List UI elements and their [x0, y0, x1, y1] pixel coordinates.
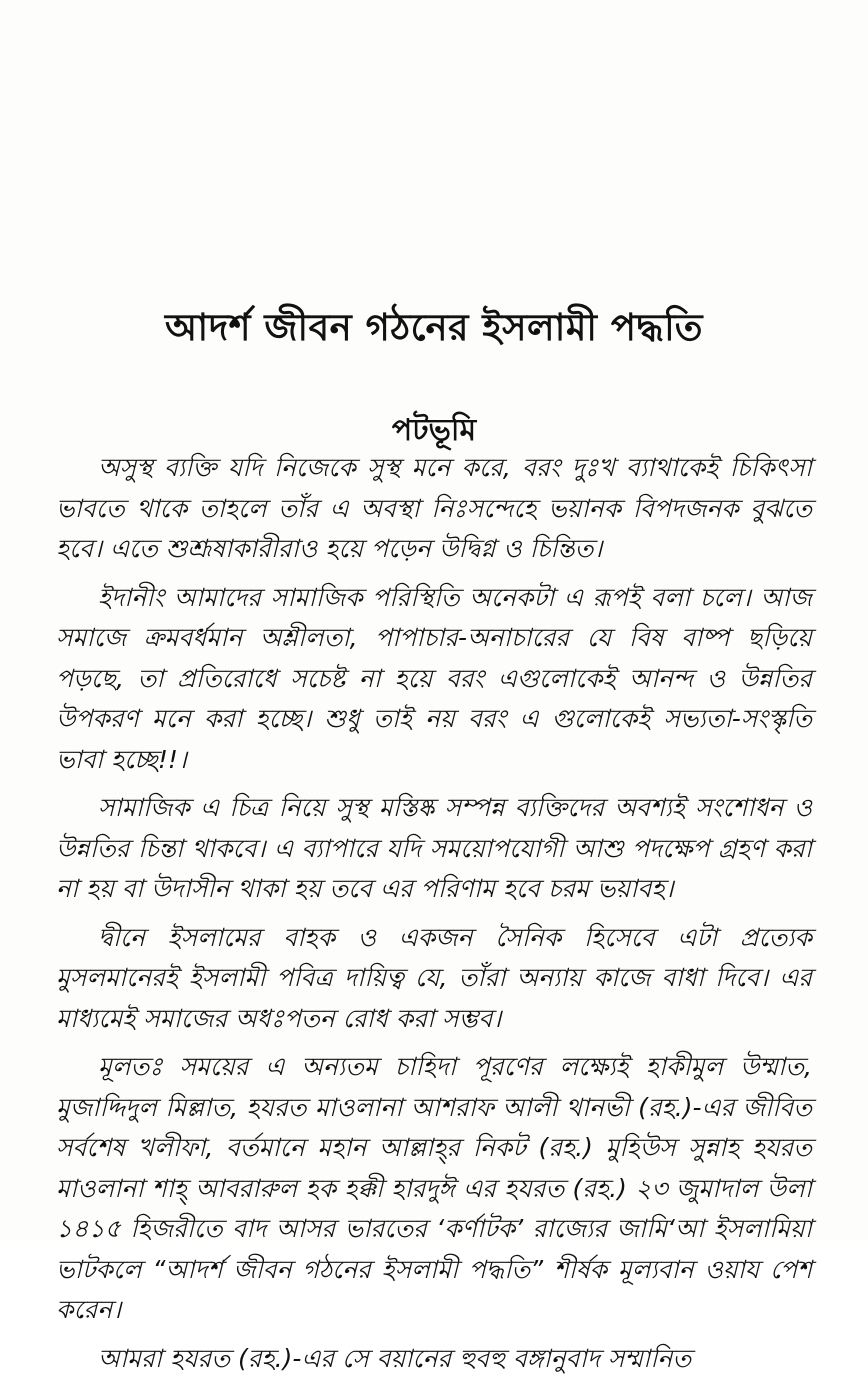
paragraph-5: মূলতঃ সময়ের এ অন্যতম চাহিদা পূরণের লক্ষ্যেই হাকীমুল উম্মাত, মুজাদ্দিদুল মিল্লাত, হযরত মাওলানা আশরাফ আলী থানভী (রহ.)-এর জীবিত সর্বশেষ খলীফা, বর্তমানে মহান আল্লাহ্‌র নিকট (রহ.) মুহিউস সুন্নাহ হযরত মাওলানা শাহ্‌ আবরারুল হক হক্কী হারদুঈ এর হযরত (রহ.) ২৩ জুমাদাল উলা ১৪১৫ হিজরীতে বাদ আসর ভারতের ‘কর্ণাটক’ রাজ্যের জামি‘আ ইসলামিয়া ভাটকলে “আদর্শ জীবন গঠনের ইসলামী পদ্ধতি” শীর্ষক মূল্যবান ওয়ায পেশ করেন।: [56, 1047, 812, 1331]
paragraph-3: সামাজিক এ চিত্র নিয়ে সুস্থ মস্তিষ্ক সম্পন্ন ব্যক্তিদের অবশ্যই সংশোধন ও উন্নতির চিন্তা থাকবে। এ ব্যাপারে যদি সময়োপযোগী আশু পদক্ষেপ গ্রহণ করা না হয় বা উদাসীন থাকা হয় তবে এর পরিণাম হবে চরম ভয়াবহ।: [56, 788, 812, 910]
paragraph-6: আমরা হযরত (রহ.)-এর সে বয়ানের হুবহু বঙ্গানুবাদ সম্মানিত: [56, 1339, 812, 1379]
paragraph-4: দ্বীনে ইসলামের বাহক ও একজন সৈনিক হিসেবে এটা প্রত্যেক মুসলমানেরই ইসলামী পবিত্র দায়িত্ব যে, তাঁরা অন্যায় কাজে বাধা দিবে। এর মাধ্যমেই সমাজের অধঃপতন রোধ করা সম্ভব।: [56, 918, 812, 1040]
page-title: আদর্শ জীবন গঠনের ইসলামী পদ্ধতি: [0, 298, 868, 361]
section-heading: পটভূমি: [0, 406, 868, 457]
paragraph-2: ইদানীং আমাদের সামাজিক পরিস্থিতি অনেকটা এ রূপই বলা চলে। আজ সমাজে ক্রমবর্ধমান অশ্লীলতা, পাপাচার-অনাচারের যে বিষ বাষ্প ছড়িয়ে পড়ছে, তা প্রতিরোধে সচেষ্ট না হয়ে বরং এগুলোকেই আনন্দ ও উন্নতির উপকরণ মনে করা হচ্ছে। শুধু তাই নয় বরং এ গুলোকেই সভ্যতা-সংস্কৃতি ভাবা হচ্ছে!!।: [56, 578, 812, 781]
paragraph-1: অসুস্থ ব্যক্তি যদি নিজেকে সুস্থ মনে করে, বরং দুঃখ ব্যাথাকেই চিকিৎসা ভাবতে থাকে তাহলে তাঁর এ অবস্থা নিঃসন্দেহে ভয়ানক বিপদজনক বুঝতে হবে। এতে শুশ্রূষাকারীরাও হয়ে পড়েন উদ্বিগ্ন ও চিন্তিত।: [56, 448, 812, 570]
body-text: [56, 448, 812, 1379]
